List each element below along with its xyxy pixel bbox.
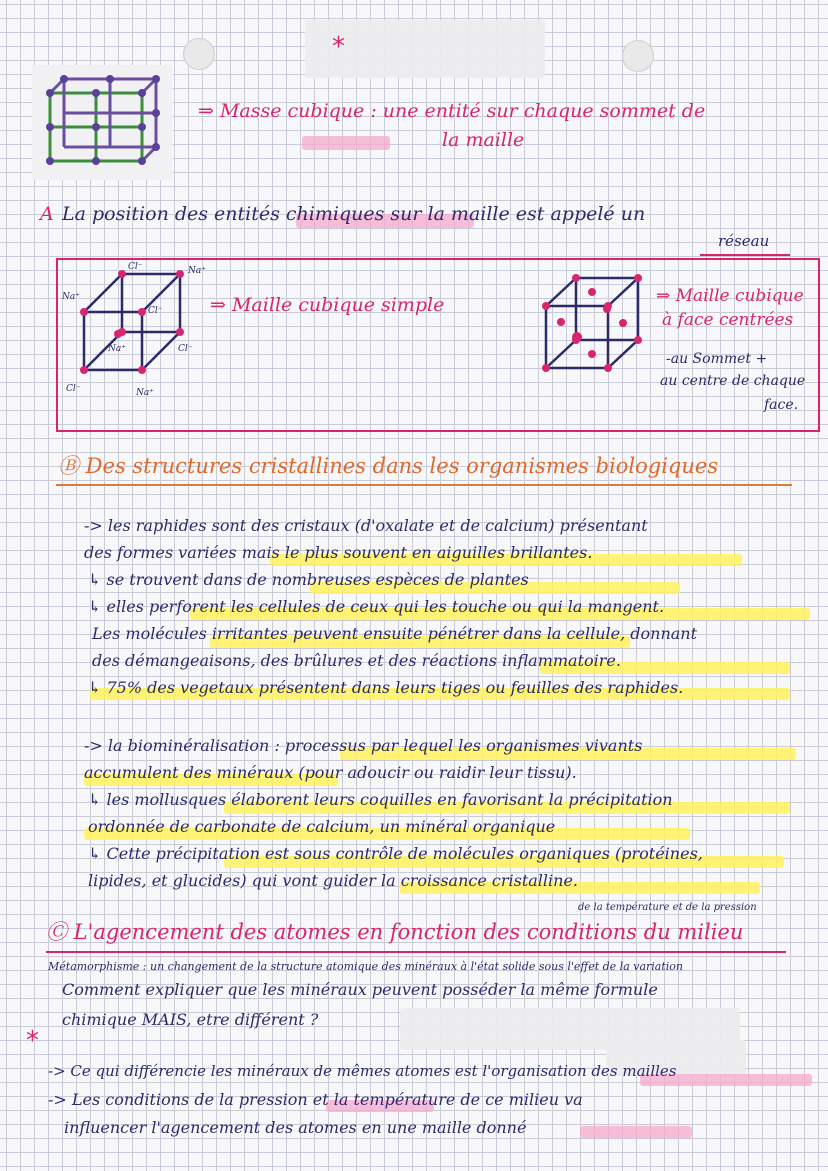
section-b-line2: lipides, et glucides) qui vont guider la croissance cristalline.: [88, 871, 579, 890]
section-c-answer-2: -> Les conditions de la pression et la température de ce milieu va: [48, 1090, 583, 1109]
punch-hole: [183, 38, 215, 70]
header-title: ⇒ Masse cubique : une entité sur chaque sommet de: [198, 100, 706, 122]
simple-cubic-label: ⇒ Maille cubique simple: [210, 294, 445, 316]
fcc-label-4: au centre de chaque: [660, 373, 806, 389]
section-b-line: des formes variées mais le plus souvent en aiguilles brillantes.: [84, 543, 593, 562]
fcc-label-5: face.: [764, 397, 799, 413]
section-b-title: Ⓑ Des structures cristallines dans les organismes biologiques: [58, 454, 719, 478]
section-a-marker: A: [40, 203, 54, 225]
section-b-line: Les molécules irritantes peuvent ensuite pénétrer dans la cellule, donnant: [92, 624, 698, 643]
section-c-question-1: Comment expliquer que les minéraux peuvent posséder la même formule: [62, 980, 658, 999]
ion-label: Cl⁻: [128, 262, 143, 272]
ion-label: Cl⁻: [148, 306, 163, 316]
section-c-meta: Métamorphisme : un changement de la structure atomique des minéraux à l'état solide sous l'effet de la variation: [48, 960, 684, 973]
section-b-line: des démangeaisons, des brûlures et des réactions inflammatoire.: [92, 651, 621, 670]
section-c-note: de la température et de la pression: [578, 902, 757, 913]
star-mark: *: [332, 32, 345, 62]
fcc-diagram: [536, 270, 656, 380]
ion-label: Cl⁻: [66, 384, 81, 394]
section-b-line2: ordonnée de carbonate de calcium, un minéral organique: [88, 817, 556, 836]
section-a-line1: La position des entités chimiques sur la maille est appelé un: [62, 203, 646, 225]
cubic-lattice-illustration: [32, 65, 172, 180]
underline: [56, 484, 792, 486]
punch-hole: [622, 40, 654, 72]
section-b-line: ↳ elles perforent les cellules de ceux qui les touche ou qui la mangent.: [88, 597, 665, 616]
underline: [46, 951, 786, 953]
ion-label: Na⁺: [188, 266, 206, 276]
section-c-answer-3: influencer l'agencement des atomes en une maille donné: [64, 1118, 527, 1137]
section-b-line2: ↳ les mollusques élaborent leurs coquilles en favorisant la précipitation: [88, 790, 673, 809]
ion-label: Na⁺: [136, 388, 154, 398]
fcc-label-1: ⇒ Maille cubique: [656, 286, 804, 306]
section-b-line: ↳ 75% des vegetaux présentent dans leurs tiges ou feuilles des raphides.: [88, 678, 684, 697]
ion-label: Na⁺: [62, 292, 80, 302]
section-b-line2: accumulent des minéraux (pour adoucir ou raidir leur tissu).: [84, 763, 577, 782]
header-title-cont: la maille: [442, 129, 525, 151]
section-b-line2: ↳ Cette précipitation est sous contrôle de molécules organiques (protéines,: [88, 844, 703, 863]
section-b-line: ↳ se trouvent dans de nombreuses espèces de plantes: [88, 570, 529, 589]
star-mark: *: [26, 1026, 39, 1056]
section-b-line: -> les raphides sont des cristaux (d'oxalate et de calcium) présentant: [84, 516, 648, 535]
highlight-mark: [580, 1126, 692, 1138]
simple-cubic-diagram: [70, 262, 200, 392]
section-c-title: Ⓒ L'agencement des atomes en fonction des conditions du milieu: [46, 920, 744, 944]
ion-label: Cl⁻: [178, 344, 193, 354]
section-a-line2: réseau: [718, 232, 770, 250]
fcc-label-3: -au Sommet +: [666, 351, 768, 367]
ion-label: Na⁺: [108, 344, 126, 354]
underline: [700, 254, 790, 256]
section-c-question-2: chimique MAIS, etre différent ?: [62, 1010, 319, 1029]
fcc-label-2: à face centrées: [662, 310, 794, 330]
section-c-answer-1: -> Ce qui différencie les minéraux de mêmes atomes est l'organisation des mailles: [48, 1062, 677, 1080]
highlight-mark: [302, 136, 390, 150]
section-b-line2: -> la biominéralisation : processus par lequel les organismes vivants: [84, 736, 643, 755]
